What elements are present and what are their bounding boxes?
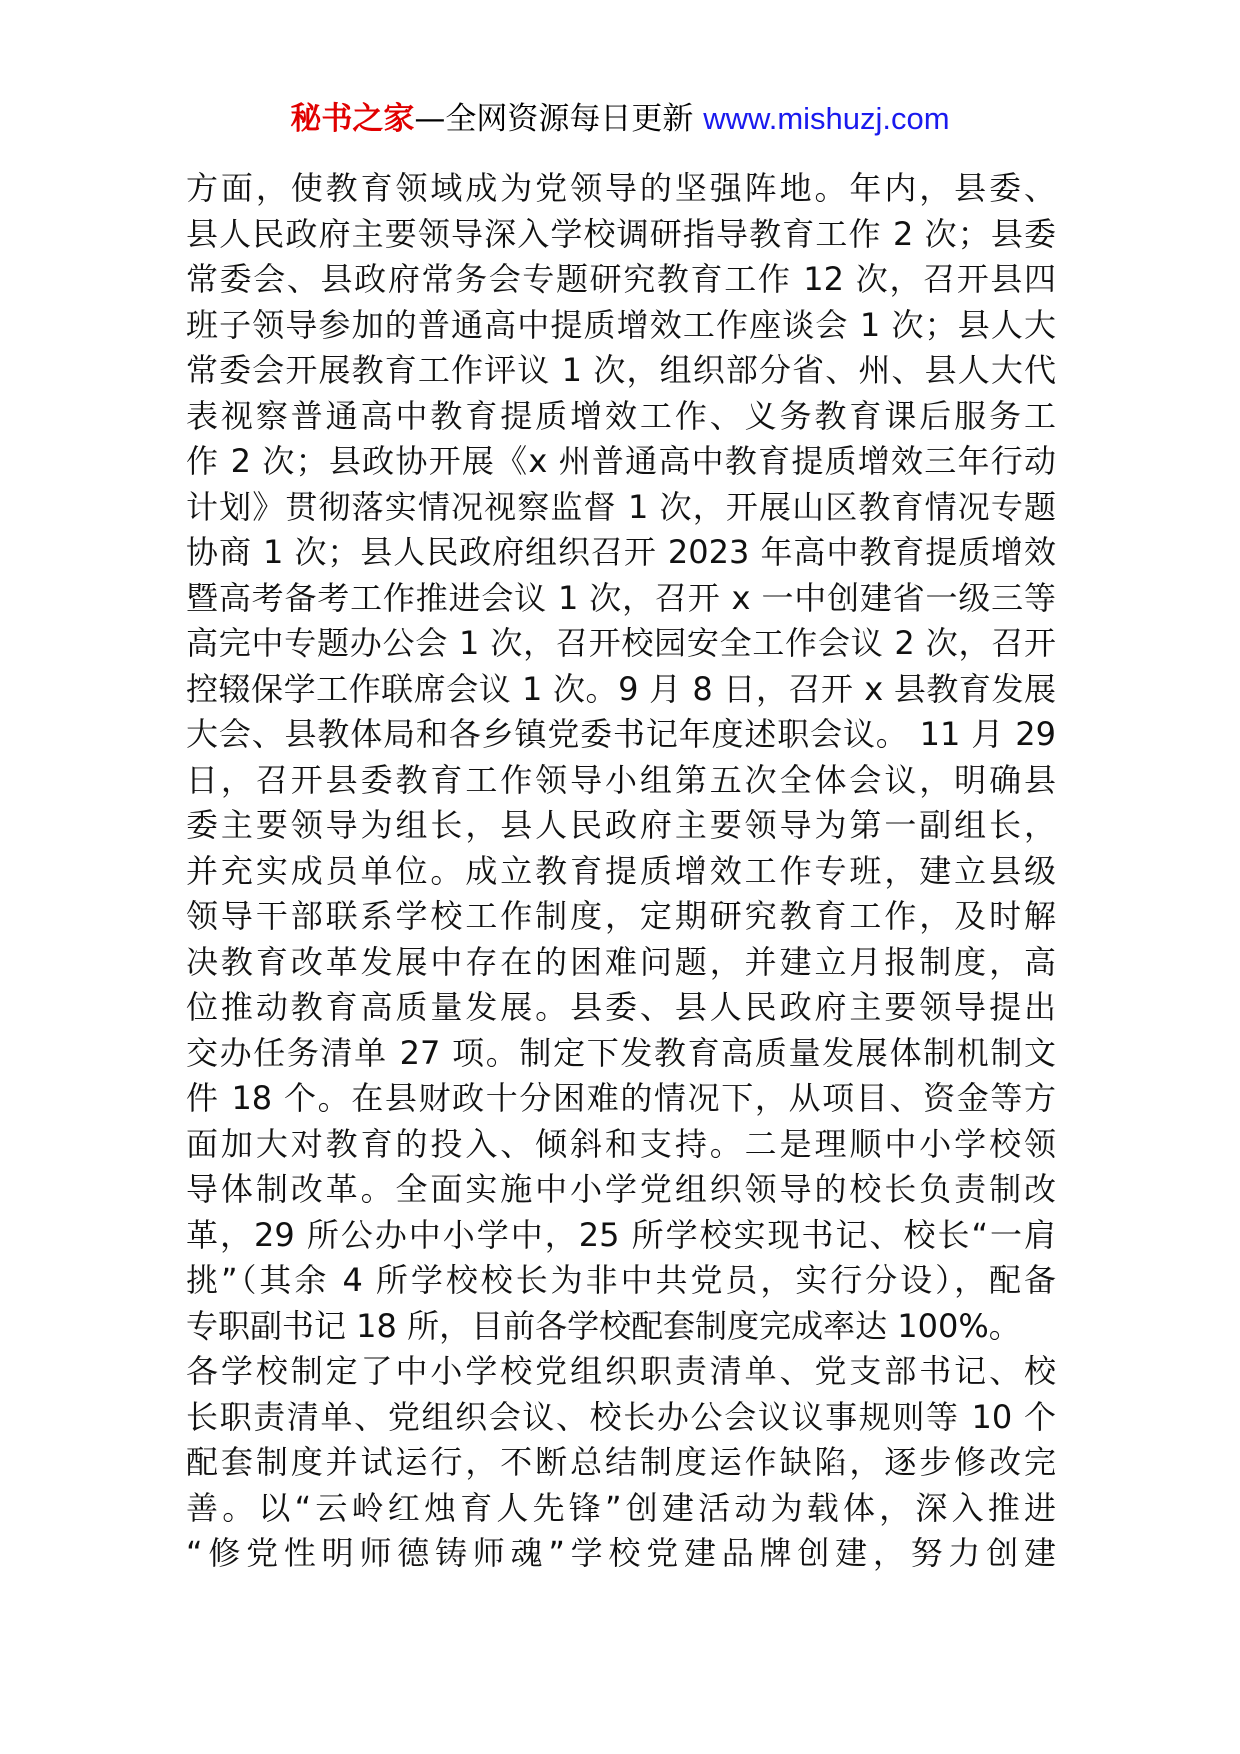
site-url-link[interactable]: www.mishuzj.com [703,101,950,136]
text-line: 并充实成员单位。成立教育提质增效工作专班，建立县级 [186,851,1056,890]
text-line: 善。以“云岭红烛育人先锋”创建活动为载体，深入推进 [186,1488,1056,1527]
text-line: 常委会、县政府常务会专题研究教育工作 12 次，召开县四 [186,260,1056,298]
text-line: 暨高考备考工作推进会议 1 次，召开 x 一中创建省一级三等 [186,578,1056,617]
document-body [186,166,1056,1577]
text-line: 作 2 次；县政协开展《x 州普通高中教育提质增效三年行动 [186,442,1056,480]
text-line: 交办任务清单 27 项。制定下发教育高质量发展体制机制文 [186,1033,1056,1072]
text-line: 各学校制定了中小学校党组织职责清单、党支部书记、校 [186,1352,1056,1390]
text-line: 配套制度并试运行，不断总结制度运作缺陷，逐步修改完 [186,1443,1056,1481]
page-header [0,98,1240,140]
text-line: 挑”（其余 4 所学校校长为非中共党员，实行分设），配备 [186,1261,1056,1299]
text-line: 计划》贯彻落实情况视察监督 1 次，开展山区教育情况专题 [186,487,1056,526]
text-line: 表视察普通高中教育提质增效工作、义务教育课后服务工 [186,396,1056,435]
text-line: 件 18 个。在县财政十分困难的情况下，从项目、资金等方 [186,1079,1056,1117]
text-line: “修党性明师德铸师魂”学校党建品牌创建，努力创建 [186,1534,1056,1572]
text-line: 日，召开县委教育工作领导小组第五次全体会议，明确县 [186,760,1056,799]
text-line: 常委会开展教育工作评议 1 次，组织部分省、州、县人大代 [186,351,1056,389]
text-line: 面加大对教育的投入、倾斜和支持。二是理顺中小学校领 [186,1124,1056,1163]
text-line: 专职副书记 18 所，目前各学校配套制度完成率达 100%。 [186,1306,1021,1345]
text-line: 决教育改革发展中存在的困难问题，并建立月报制度，高 [186,942,1056,981]
text-line: 位推动教育高质量发展。县委、县人民政府主要领导提出 [186,988,1056,1026]
text-line: 县人民政府主要领导深入学校调研指导教育工作 2 次；县委 [186,214,1056,253]
text-line: 协商 1 次；县人民政府组织召开 2023 年高中教育提质增效 [186,533,1056,571]
text-line: 导体制改革。全面实施中小学党组织领导的校长负责制改 [186,1170,1056,1208]
text-line: 长职责清单、党组织会议、校长办公会议议事规则等 10 个 [186,1397,1056,1436]
brand-name: 秘书之家 [290,101,415,137]
text-line: 革，29 所公办中小学中，25 所学校实现书记、校长“一肩 [186,1215,1056,1254]
text-line: 大会、县教体局和各乡镇党委书记年度述职会议。 11 月 29 [186,715,1056,753]
text-line: 领导干部联系学校工作制度，定期研究教育工作，及时解 [186,897,1056,935]
text-line: 方面，使教育领域成为党领导的坚强阵地。年内，县委、 [186,169,1056,207]
text-line: 控辍保学工作联席会议 1 次。9 月 8 日，召开 x 县教育发展 [186,669,1056,708]
text-line: 班子领导参加的普通高中提质增效工作座谈会 1 次；县人大 [186,305,1056,344]
header-tagline: —全网资源每日更新 [414,101,694,137]
text-line: 高完中专题办公会 1 次，召开校园安全工作会议 2 次，召开 [186,624,1056,662]
text-line: 委主要领导为组长，县人民政府主要领导为第一副组长， [186,806,1056,844]
